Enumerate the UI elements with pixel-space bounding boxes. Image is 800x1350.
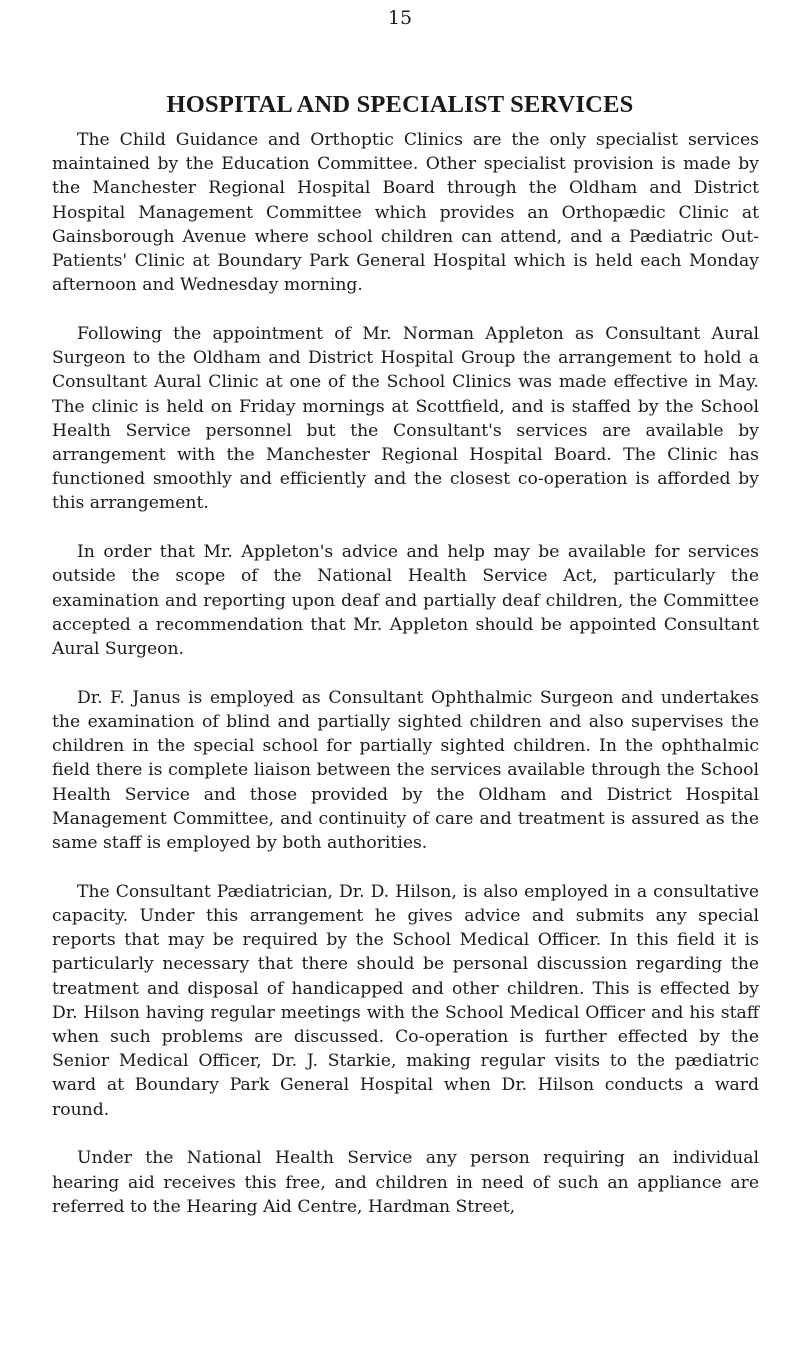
paragraph-child-guidance: The Child Guidance and Orthoptic Clinics are the only specialist services maintained by the Education Committee. Other specialist provision is made by the Manchester Regional Hospital Board through the Oldham and District Hospital Management Committee which provides an Orthopædic Clinic at Gainsborough Avenue where school children can attend, and a Pædiatric Out-Patients' Clinic at Boundary Park General Hospital which is held each Monday afternoon and Wednesday morning. (52, 130, 759, 296)
page-title: HOSPITAL AND SPECIALIST SERVICES (166, 91, 634, 118)
page-number: 15 (387, 7, 413, 29)
paragraph-appleton-appointment: In order that Mr. Appleton's advice and help may be available for services outside the scope of the National Health Service Act, particularly the examination and reporting upon deaf and partially deaf children, the Committee accepted a recommendation that Mr. Appleton should be appointed Consultant Aural Surgeon. (52, 542, 759, 660)
paragraph-paediatrician: The Consultant Pædiatrician, Dr. D. Hilson, is also employed in a consultative capacity. Under this arrangement he gives advice and submits any special reports that may be required by the School Medical Officer. In this field it is particularly necessary that there should be personal discussion regarding the treatment and disposal of handicapped and other children. This is effected by Dr. Hilson having regular meetings with the School Medical Officer and his staff when such problems are discussed. Co-operation is further effected by the Senior Medical Officer, Dr. J. Starkie, making regular visits to the pædiatric ward at Boundary Park General Hospital when Dr. Hilson conducts a ward round. (52, 881, 759, 1120)
body-text (52, 128, 759, 1244)
paragraph-aural-clinic: Following the appointment of Mr. Norman Appleton as Consultant Aural Surgeon to the Oldham and District Hospital Group the arrangement to hold a Consultant Aural Clinic at one of the School Clinics was made effective in May. The clinic is held on Friday mornings at Scottfield, and is staffed by the School Health Service personnel but the Consultant's services are available by arrangement with the Manchester Regional Hospital Board. The Clinic has functioned smoothly and efficiently and the closest co-operation is afforded by this arrangement. (52, 324, 759, 514)
paragraph-hearing-aid: Under the National Health Service any person requiring an individual hearing aid receives this free, and children in need of such an appliance are referred to the Hearing Aid Centre, Hardman Street, (52, 1148, 759, 1217)
paragraph-ophthalmic: Dr. F. Janus is employed as Consultant Ophthalmic Surgeon and undertakes the examination of blind and partially sighted children and also supervises the children in the special school for partially sighted children. In the ophthalmic field there is complete liaison between the services available through the School Health Service and those provided by the Oldham and District Hospital Management Committee, and continuity of care and treatment is assured as the same staff is employed by both authorities. (52, 687, 759, 854)
